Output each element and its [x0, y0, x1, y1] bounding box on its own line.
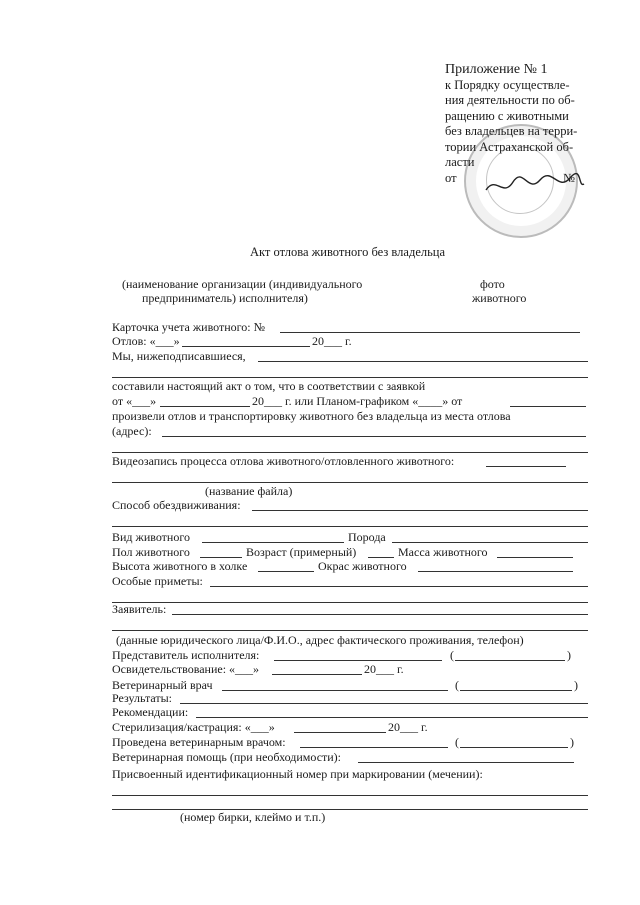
- species-label: Вид животного: [112, 530, 190, 544]
- paren-close: ): [567, 648, 571, 662]
- video-field-2[interactable]: [112, 482, 588, 483]
- vet-label: Ветеринарный врач: [112, 678, 213, 692]
- steril-label: Стерилизация/кастрация: «___»: [112, 720, 275, 734]
- recommend-field[interactable]: [196, 717, 588, 718]
- age-label: Возраст (примерный): [246, 545, 357, 559]
- paren-open: (: [455, 678, 459, 692]
- sex-label: Пол животного: [112, 545, 190, 559]
- signatories-field[interactable]: [258, 361, 588, 362]
- org-caption: предприниматель) исполнителя): [142, 291, 308, 305]
- rep-label: Представитель исполнителя:: [112, 648, 260, 662]
- appendix-line: без владельцев на терри-: [445, 124, 578, 138]
- vet-help-label: Ветеринарная помощь (при необходимости):: [112, 750, 342, 764]
- appendix-title: Приложение № 1: [445, 62, 548, 77]
- video-field[interactable]: [486, 466, 566, 467]
- photo-label: животного: [472, 291, 527, 305]
- appendix-line: тории Астраханской об-: [445, 139, 574, 154]
- breed-field[interactable]: [392, 542, 588, 543]
- exam-label: Освидетельствование: «___»: [112, 662, 260, 676]
- paren-open: (: [450, 648, 454, 662]
- plan-date-field[interactable]: [510, 406, 586, 407]
- id-number-field[interactable]: [112, 795, 588, 796]
- applicant-label: Заявитель:: [112, 602, 167, 616]
- we-label: Мы, нижеподписавшиеся,: [112, 349, 246, 363]
- applicant-field-2[interactable]: [112, 630, 588, 631]
- compiled-text: составили настоящий акт о том, что в соответствии с заявкой: [112, 379, 426, 393]
- marks-field[interactable]: [210, 586, 588, 587]
- marks-label: Особые приметы:: [112, 574, 203, 588]
- recommend-label: Рекомендации:: [112, 705, 189, 719]
- video-label: Видеозапись процесса отлова животного/отловленного животного:: [112, 454, 455, 468]
- color-field[interactable]: [418, 571, 573, 572]
- paren-open: (: [455, 735, 459, 749]
- paren-close: ): [574, 678, 578, 692]
- marks-field-2[interactable]: [112, 602, 588, 603]
- appendix-line: ласти: [445, 155, 475, 169]
- species-field[interactable]: [202, 542, 344, 543]
- card-number-field[interactable]: [280, 332, 580, 333]
- handwritten-signature: [478, 170, 588, 200]
- height-label: Высота животного в холке: [112, 559, 248, 573]
- appendix-line: ращению с животными: [445, 108, 569, 123]
- rep-name-field[interactable]: [455, 660, 565, 661]
- appendix-line: ния деятельности по об-: [445, 93, 575, 107]
- address-label: (адрес):: [112, 424, 152, 438]
- tag-caption: (номер бирки, клеймо и т.п.): [180, 810, 326, 824]
- performed-text: произвели отлов и транспортировку животного без владельца из места отлова: [112, 409, 511, 423]
- capture-date-label: Отлов: «___»: [112, 334, 180, 348]
- steril-by-field[interactable]: [300, 747, 448, 748]
- results-label: Результаты:: [112, 691, 172, 705]
- from-label: от «___»: [112, 394, 157, 408]
- capture-date-field[interactable]: [182, 346, 310, 347]
- steril-by-label: Проведена ветеринарным врачом:: [112, 735, 286, 749]
- id-number-label: Присвоенный идентификационный номер при маркировании (мечении):: [112, 767, 483, 781]
- vet-field[interactable]: [222, 690, 448, 691]
- card-label: Карточка учета животного: №: [112, 320, 266, 334]
- steril-by-name-field[interactable]: [460, 747, 568, 748]
- photo-label: фото: [480, 277, 505, 291]
- mass-label: Масса животного: [398, 545, 488, 559]
- vet-help-field[interactable]: [358, 762, 574, 763]
- mass-field[interactable]: [497, 557, 573, 558]
- request-date-field[interactable]: [160, 406, 250, 407]
- appendix-date-line: от №: [445, 170, 575, 185]
- breed-label: Порода: [348, 530, 386, 544]
- age-field[interactable]: [368, 557, 394, 558]
- rep-field[interactable]: [274, 660, 442, 661]
- steril-date-field[interactable]: [294, 732, 386, 733]
- immobilize-label: Способ обездвиживания:: [112, 498, 241, 512]
- applicant-field[interactable]: [172, 614, 588, 615]
- immobilize-field-2[interactable]: [112, 526, 588, 527]
- plan-label: 20___ г. или Планом-графиком «____» от: [252, 394, 463, 408]
- color-label: Окрас животного: [318, 559, 407, 573]
- steril-year: 20___ г.: [388, 720, 428, 734]
- signatories-field-2[interactable]: [112, 377, 588, 378]
- vet-name-field[interactable]: [460, 690, 572, 691]
- results-field[interactable]: [180, 703, 588, 704]
- appendix-number-mark: №: [563, 170, 575, 185]
- exam-date-field[interactable]: [272, 674, 362, 675]
- paren-close: ): [570, 735, 574, 749]
- immobilize-field[interactable]: [252, 510, 588, 511]
- file-caption: (название файла): [205, 484, 293, 498]
- applicant-caption: (данные юридического лица/Ф.И.О., адрес фактического проживания, телефон): [116, 633, 524, 647]
- org-caption: (наименование организации (индивидуального: [122, 277, 363, 291]
- height-field[interactable]: [258, 571, 314, 572]
- act-title: Акт отлова животного без владельца: [250, 245, 446, 259]
- capture-year: 20___ г.: [312, 334, 352, 348]
- address-field-2[interactable]: [112, 452, 588, 453]
- appendix-line: к Порядку осуществле-: [445, 77, 570, 92]
- exam-year: 20___ г.: [364, 662, 404, 676]
- sex-field[interactable]: [200, 557, 242, 558]
- address-field[interactable]: [162, 436, 586, 437]
